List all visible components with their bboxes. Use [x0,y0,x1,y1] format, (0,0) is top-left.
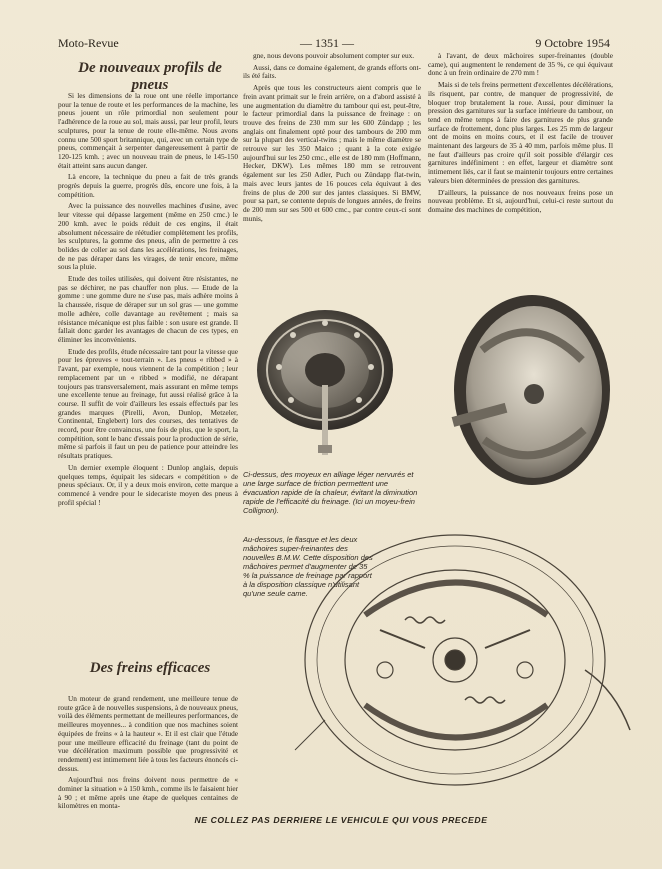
paragraph: D'ailleurs, la puissance de nos nouveaux freins pose un nouveau problème. Et si, aujourd'hui, celui-ci reste surtout du domaine des machines de compétition, [428,187,613,214]
paragraph: gne, nous devons pouvoir absolument compter sur eux. [253,52,415,60]
paragraph: Si les dimensions de la roue ont une réelle importance pour la tenue de route et les performances de la machine, les pneus jouent un rôle primordial non seulement pour l'adhérence de la roue au sol, mais aussi, par leur profil, leurs sculptures, pour la tenue de route elle-même. Nous avons connu une 500 sport britannique, qui, avec un certain type de pneus, commençait à serpenter dangereusement à partir de 120-125 kmh. ; avec un nouveau train de pneus, le 145-150 était atteint sans aucun danger. [58,92,238,170]
caption-hub-photo: Ci-dessus, des moyeux en alliage léger nervurés et une large surface de friction permettent une évacuation rapide de la chaleur, évitant la diminution rapide de l'efficacité du freinage. (Ici un moyeu-frein Collignon). [243,470,418,515]
paragraph: Mais si de tels freins permettent d'excellentes décélérations, ils risquent, par contre, de manquer de progressivité, de bloquer trop brutalement la roue. Aussi, pour diminuer la pression des garnitures sur la surface intérieure du tambour, on tend en même temps à faire des garnitures de plus grande surface de frottement, donc plus larges. Les 25 mm de largeur ont de moins en moins cours, et il est facile de trouver maintenant des largeurs de 35 à 40 mm, parfois même plus. Il ne faut d'ailleurs pas croire qu'il soit possible d'élargir ces garnitures indéfiniment : en effet, largeur et diamètre sont intimement liés, car il faut se maintenir toujours entre certaines valeurs bien déterminées de pression des garnitures. [428,80,613,185]
paragraph: Un moteur de grand rendement, une meilleure tenue de route grâce à de nouvelles suspensions, à de nouveaux pneus, voilà des éléments permettant de meilleures performances, de meilleures moyennes... à condition que nos machines soient équipées de freins « à la hauteur ». Et il est clair que l'étude pour une meilleure efficacité du freinage (tant du point de vue décélération maximum possible que progressivité et rendement) est intimement liée à tous les facteurs énoncés ci-dessus. [58,695,238,773]
column-2 [243,52,421,297]
column-1-top [58,92,238,662]
paragraph: Là encore, la technique du pneu a fait de très grands progrès depuis la guerre, progrès dûs, encore une fois, à la compétition. [58,172,238,199]
column-1-bottom [58,695,238,835]
magazine-name: Moto-Revue [58,36,119,50]
brake-mechanism-drawing [285,520,635,795]
column-3 [428,52,613,287]
paragraph: Etude des toiles utilisées, qui doivent être résistantes, ne pas se déchirer, ne pas chauffer non plus. — Etude de la gomme : une gomme dure ne s'use pas, mais adhère moins à la chaussée, risque de déraper sur un sol gras — une gomme molle adhère, colle davantage au revêtement ; mais sa résistance mécanique est plus faible : son usure est grande. Il fallait donc garder les avantages de chacun de ces types, en éliminer les inconvénients. [58,274,238,344]
paragraph: Etude des profils, étude nécessaire tant pour la vitesse que pour les épreuves « tout-terrain ». Les pneus « ribbed » à l'avant, par exemple, nous viennent de la compétition ; leur remplacement par un « ribbed » modifié, ne dérapant toujours pas transversalement, mais assurant en même temps une excellente tenue au freinage, fut aussi réalisé grâce à la course. Il suffit de voir d'ailleurs les essais effectués par les grandes marques (Pirelli, Avon, Dunlop, Metzeler, Continental, Englebert) lors des courses, des tentatives de record, pour être convaincus, une fois de plus, que le sport, la compétition, sont le banc d'essais pour la production de série, même si parfois il faut un peu de patience pour atteindre les résultats pratiques. [58,346,238,461]
paragraph: à l'avant, de deux mâchoires super-freinantes (double came), qui augmentent le rendement de 35 %, ce qui équivaut donc à un frein ordinaire de 270 mm ! [428,52,613,78]
footer-slogan: NE COLLEZ PAS DERRIERE LE VEHICULE QUI VOUS PRECEDE [194,815,488,825]
hub-drum-photo [245,295,425,465]
paragraph: Aussi, dans ce domaine également, de grands efforts ont-ils été faits. [243,62,421,81]
paragraph: Un dernier exemple éloquent : Dunlop anglais, depuis quelques temps, équipait les sidecars « compétition » de pneus spéciaux. Or, il y a deux mois environ, cette marque a commencé à vendre pour le sidecariste moyen des pneus à profil spécial ! [58,462,238,507]
paragraph: Aujourd'hui nos freins doivent nous permettre de « dominer la situation » à 150 kmh., comme ils le faisaient hier à 90 ; et même après une étape de quelques centaines de kilomètres en monta- [58,775,238,811]
section-title-tires: De nouveaux profils de pneus [78,60,222,93]
brake-plate-photo [422,290,617,500]
caption-brake-plate: Au-dessous, le flasque et les deux mâchoires super-freinantes des nouvelles B.M.W. Cette disposition des mâchoires permet d'augmenter de 35 % la puissance de freinage par rapport à la disposition classique n'utilisant qu'une seule came. [243,535,373,598]
issue-date: 9 Octobre 1954 [535,36,610,50]
paragraph: Après que tous les constructeurs aient compris que le frein avant primait sur le frein arrière, on a d'abord assisté à une augmentation du diamètre du tambour qui est, peut-être, le facteur primordial dans la puissance de freinage : on trouve des freins de 230 mm sur les 600 Zündapp ; les anglais ont finalement opté pour des tambours de 200 mm sur la plupart des vertical-twins ; mais le même diamètre se retrouve sur les 350 Maico ; quant à la cote exigée aujourd'hui sur les 250 cmc., elle est de 180 mm (Hoffmann, Hecker, DKW). Les mêmes 180 mm se retrouvent également sur les 250 Adler, Puch ou Zündapp flat-twin, mais avec leurs jantes de 16 pouces cela équivaut à des freins de plus de 200 sur des jantes classiques. Si BMW, pour sa part, se contente depuis de longues années, de freins de 200 mm sur ses 500 et 600 cmc., par contre ceux-ci sont munis, [243,83,421,223]
paragraph: Avec la puissance des nouvelles machines d'usine, avec leur vitesse qui dépasse largement (même en 250 cmc.) le 200 kmh. avec le poids réduit de ces engins, il était absolument nécessaire de réétudier complètement les profils, les sculptures, la gomme des pneus, afin de permettre à ces bolides de coller au sol dans les accélérations, les freinages, de ne pas déraper dans les virages, de tenir encore, même sous la pluie. [58,201,238,272]
running-header [58,36,610,52]
section-title-brakes: Des freins efficaces [89,660,211,676]
page-number: — 1351 — [300,36,354,50]
